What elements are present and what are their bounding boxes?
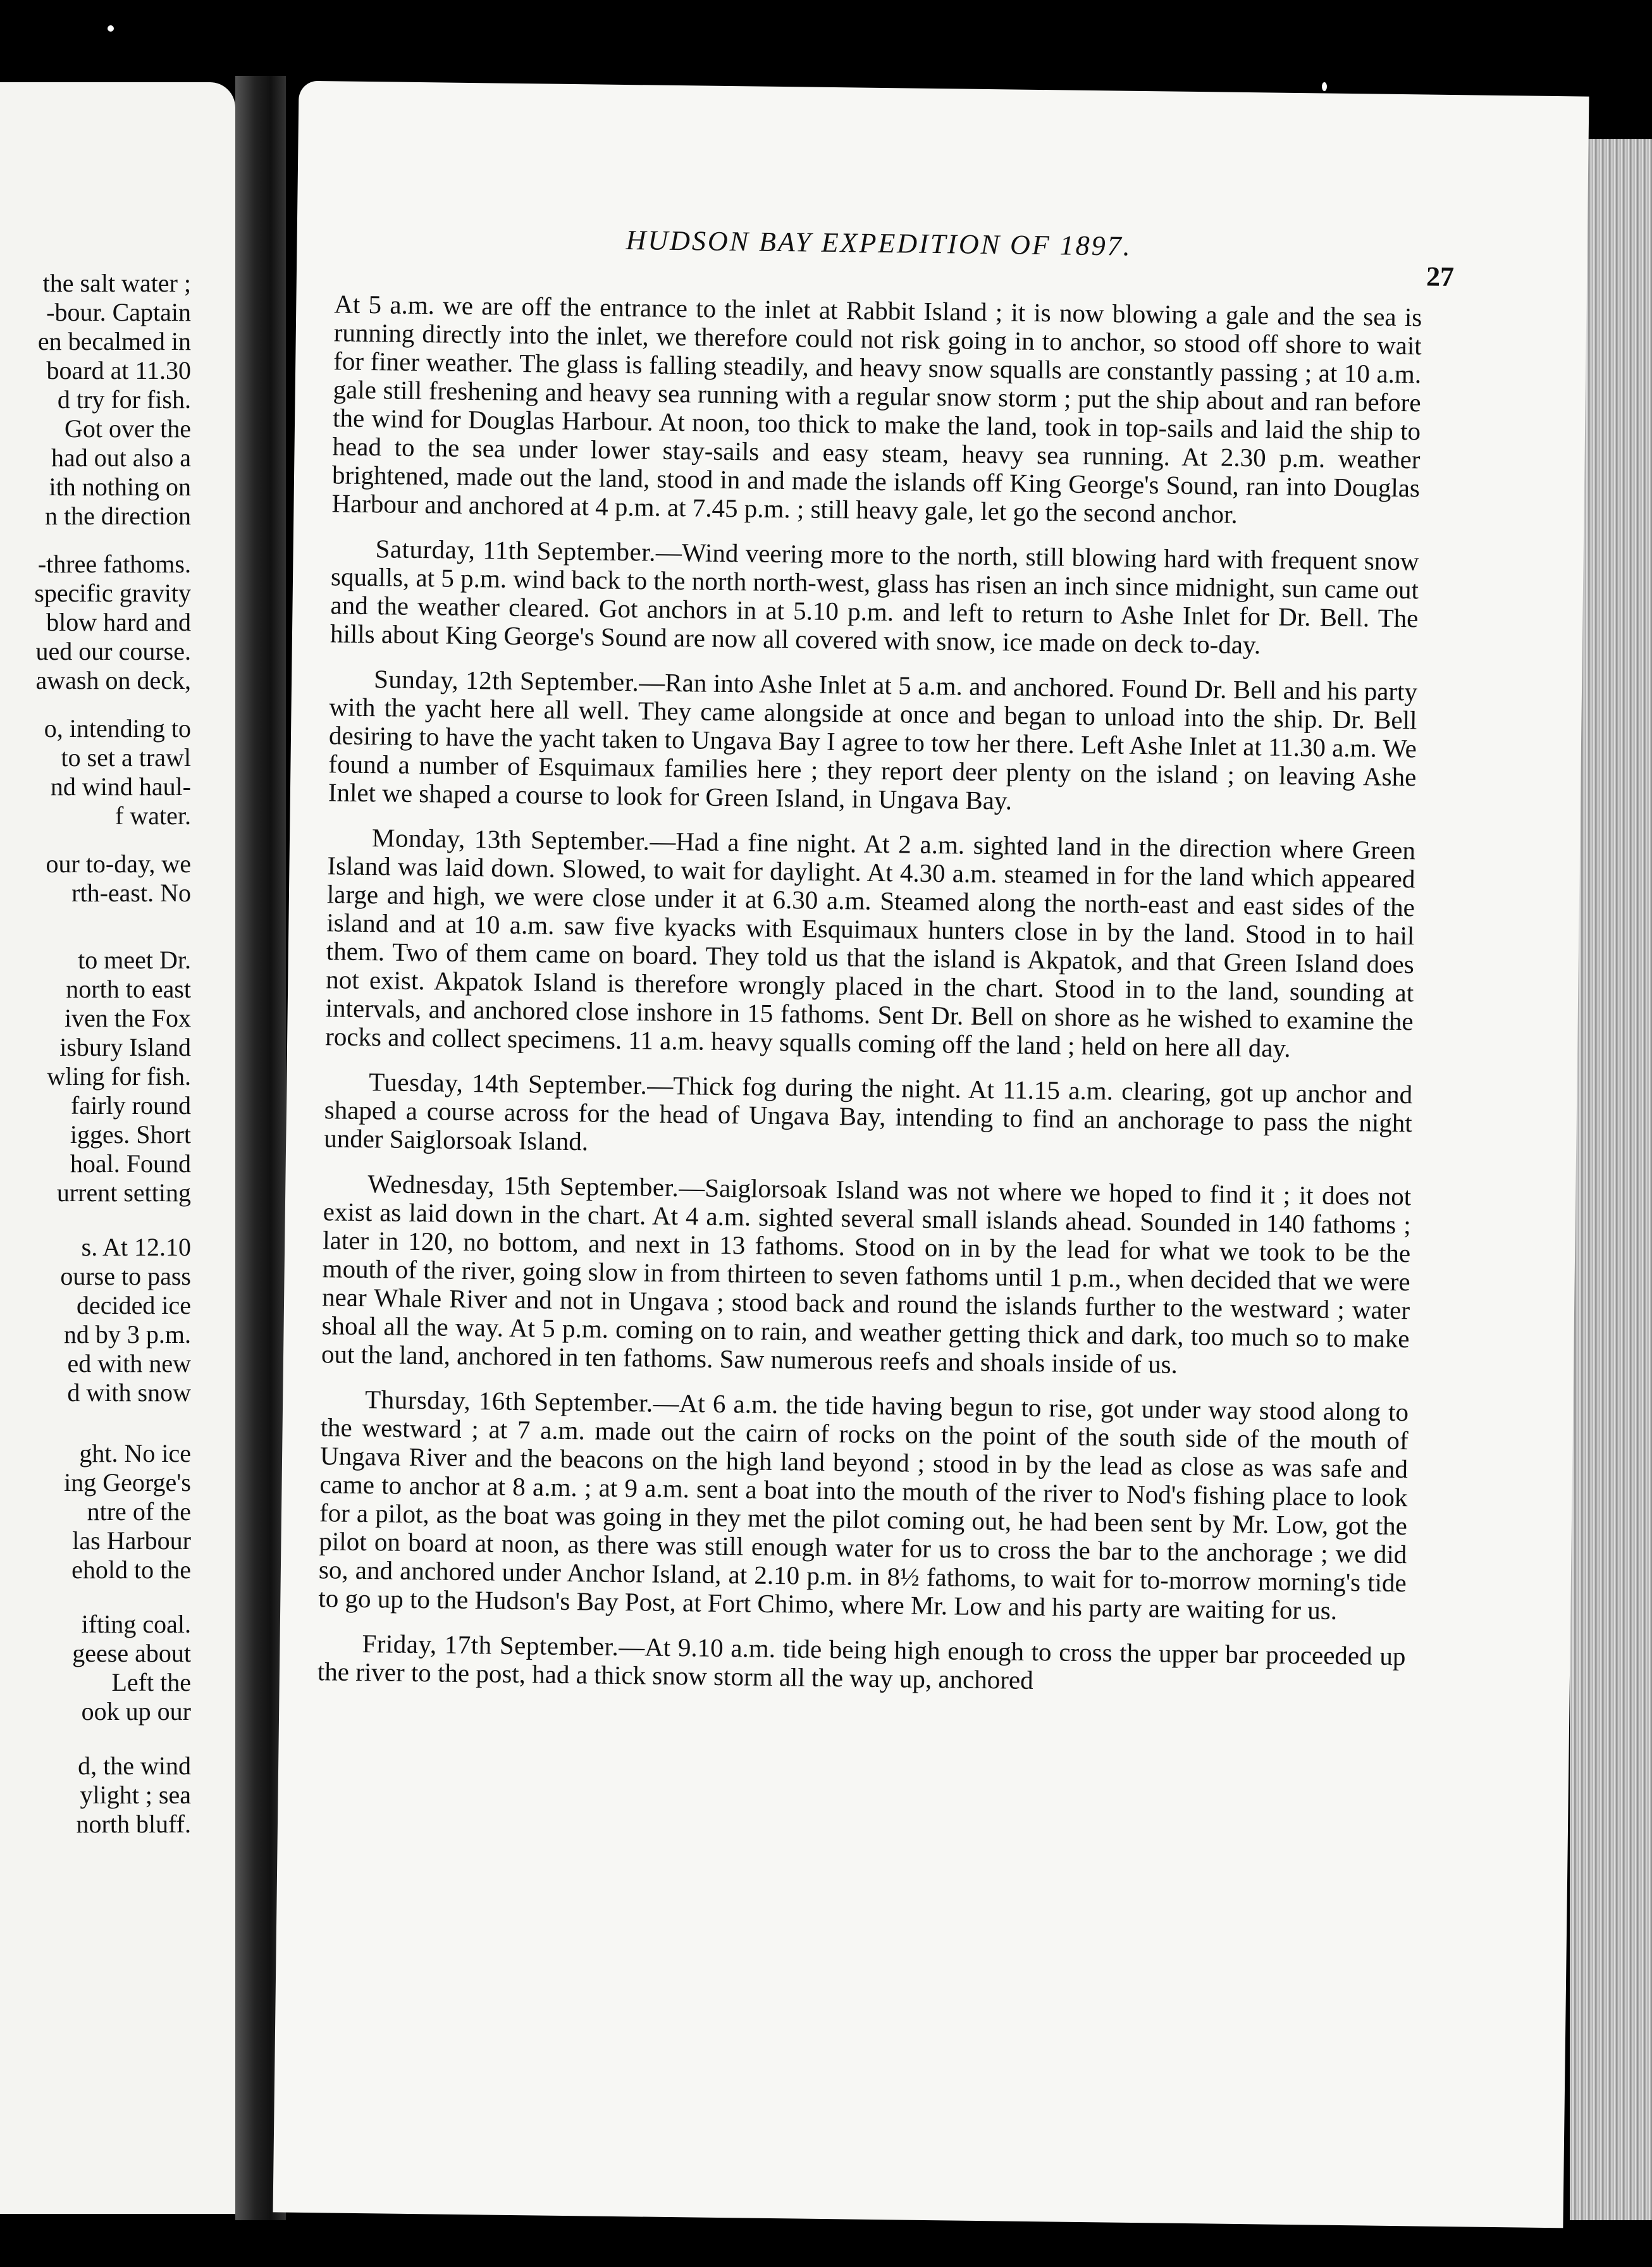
running-head: HUDSON BAY EXPEDITION OF 1897. — [626, 225, 1132, 262]
entry-date: Wednesday, 15th September. — [367, 1169, 679, 1202]
left-page-line: rth-east. No — [71, 879, 191, 907]
left-page-line: ght. No ice — [79, 1439, 191, 1467]
scan-speck — [1322, 82, 1327, 91]
left-page-line: had out also a — [51, 443, 191, 472]
left-page-line: ed with new — [67, 1349, 191, 1378]
paragraph — [331, 290, 1422, 531]
entry-text: —Saiglorsoak Island was not where we hoped to find it ; it does not exist as laid down in the chart. At 4 a.m. sighted several small islands ahead. Sounded in 140 fathoms ; later in 120, no bottom, and next in 13 fathoms. Stood on in by the lead for what we took to be the mouth of the river, going slow in from thirteen to seven fathoms until 1 p.m., when decided that we were near Whale River and not in Ungava ; stood back and round the islands further to the westward ; water shoal all the way. At 5 p.m. coming on to rain, and weather getting thick and dark, too much so to make out the land, anchored in ten fathoms. Saw numerous reefs and shoals inside of us. — [321, 1173, 1412, 1379]
left-page-line: fairly round — [71, 1091, 191, 1120]
diary-entry — [318, 1385, 1409, 1626]
left-page-line: wling for fish. — [47, 1062, 191, 1090]
left-page-line: d try for fish. — [57, 385, 191, 414]
left-page-line: decided ice — [77, 1291, 191, 1319]
left-page-line: north to east — [66, 975, 191, 1003]
diary-entry — [321, 1169, 1412, 1381]
diary-entry — [317, 1629, 1406, 1699]
entry-date: Sunday, 12th September. — [373, 664, 639, 697]
left-page-line: to meet Dr. — [78, 946, 191, 974]
left-page-line: ylight ; sea — [80, 1781, 191, 1809]
left-page-line: Got over the — [65, 414, 191, 443]
left-page-line: igges. Short — [70, 1120, 191, 1149]
left-page-line: -three fathoms. — [37, 550, 191, 578]
left-page-line: blow hard and — [46, 608, 191, 636]
left-page-line: Left the — [111, 1668, 191, 1696]
left-page-line: urrent setting — [56, 1178, 191, 1207]
left-page-line: d with snow — [67, 1378, 191, 1407]
left-page-line: f water. — [115, 801, 191, 830]
left-page-line: geese about — [72, 1639, 191, 1667]
entry-text: —Ran into Ashe Inlet at 5 a.m. and anchored. Found Dr. Bell and his party with the yacht here all well. They came alongside at once and began to unload into the ship. Dr. Bell desiring to have the yacht taken to Ungava Bay I agree to tow her there. Left Ashe Inlet at 11.30 a.m. We found a number of Esquimaux families here ; they report deer plenty on the island ; on leaving Ashe Inlet we shaped a course to look for Green Island, in Ungava Bay. — [328, 667, 1418, 815]
entry-text: —Wind veering more to the north, still blowing hard with frequent snow squalls, at 5 p.m. wind back to the north north-west, glass has risen an inch since midnight, sun came out and the weather cleared. Got anchors in at 5.10 p.m. and left to return to Ashe Inlet for Dr. Bell. The hills about King George's Sound are now all covered with snow, ice made on deck to-day. — [330, 537, 1419, 660]
left-page-line: ifting coal. — [81, 1610, 191, 1638]
left-facing-page — [0, 82, 235, 2214]
left-page-line: ued our course. — [35, 637, 191, 665]
diary-entry — [328, 664, 1418, 820]
left-page-line: awash on deck, — [35, 666, 191, 695]
left-page-line: -bour. Captain — [46, 298, 191, 326]
left-page-line: specific gravity — [34, 579, 191, 607]
left-page-line: d, the wind — [78, 1751, 191, 1780]
left-page-line: board at 11.30 — [46, 356, 191, 385]
left-page-line: iven the Fox — [65, 1004, 191, 1032]
left-page-line: o, intending to — [44, 714, 191, 743]
left-page-line: ntre of the — [87, 1497, 191, 1526]
left-page-line: nd wind haul- — [50, 772, 191, 801]
paragraph-text: At 5 a.m. we are off the entrance to the inlet at Rabbit Island ; it is now blowing a gale and the sea is running directly into the inlet, we therefore could not risk going in to anchor, so stood off shore to wait for finer weather. The glass is falling steadily, and heavy snow squalls are constantly passing ; at 10 a.m. gale still freshening and heavy sea running with a regular snow storm ; put the ship about and ran before the wind for Douglas Harbour. At noon, too thick to make the land, took in top-sails and laid the ship to head to the sea under lower stay-sails and easy steam, heavy sea running. At 2.30 p.m. weather brightened, made out the land, stood in and made the islands off King George's Sound, ran into Douglas Harbour and anchored at 4 p.m. at 7.45 p.m. ; still heavy gale, let go the second anchor. — [331, 289, 1422, 529]
left-page-line: ourse to pass — [60, 1262, 191, 1290]
left-page-line: ehold to the — [71, 1555, 191, 1584]
left-page-line: ith nothing on — [49, 473, 191, 501]
left-page-line: en becalmed in — [37, 327, 191, 355]
scan-speck — [108, 25, 114, 32]
diary-entry — [325, 823, 1415, 1064]
body-text — [317, 290, 1422, 1715]
left-page-line: hoal. Found — [70, 1149, 191, 1178]
left-page-line: isbury Island — [59, 1033, 191, 1061]
entry-text: —At 6 a.m. the tide having begun to rise, got under way stood along to the westward ; at 7 a.m. made out the cairn of rocks on the point of the south side of the mouth of Ungava River and the beacons on the high land beyond ; stood in by the lead as close as was safe and came to anchor at 8 a.m. ; at 9 a.m. sent a boat into the mouth of the river to Nod's fishing place to look for a pilot, as the boat was going in they met the pilot coming out, he had been sent by Mr. Low, got the pilot on board at noon, as there was still enough water for us to cross the bar to the anchorage ; we did so, and anchored under Anchor Island, at 2.10 p.m. in 8½ fathoms, to wait for to-morrow morning's tide to go up to the Hudson's Bay Post, at Fort Chimo, where Mr. Low and his party are waiting for us. — [318, 1388, 1409, 1625]
left-page-line: north bluff. — [76, 1810, 191, 1838]
left-page-line: our to-day, we — [46, 849, 191, 878]
diary-entry — [324, 1067, 1413, 1166]
left-page-line: to set a trawl — [61, 743, 191, 772]
entry-date: Tuesday, 14th September. — [369, 1067, 648, 1100]
entry-text: —Thick fog during the night. At 11.15 a.m. clearing, got up anchor and shaped a course across for the head of Ungava Bay, intending to find an anchorage to pass the night under Saiglorsoak Island. — [323, 1070, 1413, 1156]
left-page-line: s. At 12.10 — [81, 1233, 191, 1261]
left-page-line: ook up our — [81, 1697, 191, 1726]
page-number: 27 — [1426, 261, 1455, 292]
left-page-line: the salt water ; — [42, 269, 191, 297]
entry-text: —At 9.10 a.m. tide being high enough to cross the upper bar proceeded up the river to the post, had a thick snow storm all the way up, anchored — [317, 1632, 1406, 1695]
left-page-line: las Harbour — [72, 1526, 191, 1555]
left-page-line: nd by 3 p.m. — [63, 1320, 191, 1349]
left-page-line: ing George's — [64, 1468, 191, 1497]
entry-date: Saturday, 11th September. — [375, 534, 656, 567]
right-page — [273, 81, 1589, 2228]
entry-text: —Had a fine night. At 2 a.m. sighted land in the direction where Green Island was laid down. Slowed, to wait for daylight. At 4.30 a.m. steamed in for the land which appeared large and high, we were close under it at 6.30 a.m. Steamed along the north-east and east sides of the island and at 10 a.m. saw five kyacks with Esquimaux hunters close in by the land. Stood in to hail them. Two of them came on board. They told us that the island is Akpatok, and that Green Island does not exist. Akpatok Island is therefore wrongly placed in the chart. Stood in to the land, sounding at intervals, and anchored close inshore in 15 fathoms. Sent Dr. Bell on shore as he wished to examine the rocks and collect specimens. 11 a.m. heavy squalls coming off the land ; held on here all day. — [324, 826, 1416, 1063]
entry-date: Friday, 17th September. — [362, 1629, 619, 1662]
left-page-line: n the direction — [44, 502, 191, 530]
entry-date: Monday, 13th September. — [371, 823, 650, 856]
diary-entry — [330, 534, 1419, 661]
entry-date: Thursday, 16th September. — [364, 1385, 653, 1418]
